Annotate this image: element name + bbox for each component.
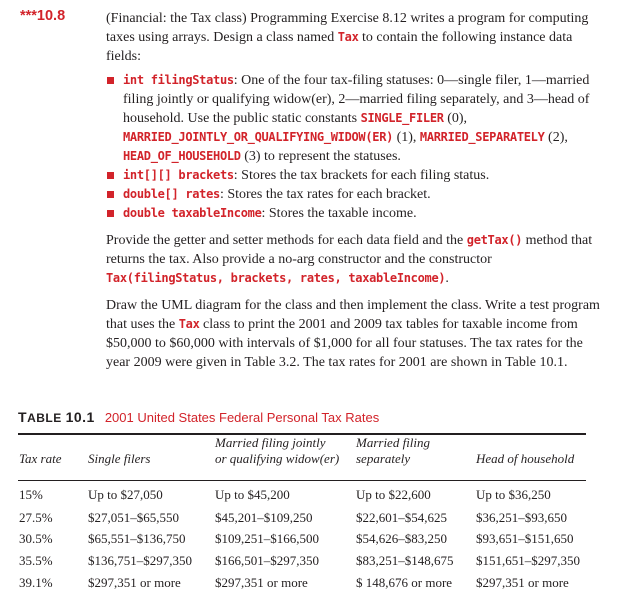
header-joint: Married filing jointly or qualifying widow(er) xyxy=(215,435,340,466)
bullet-icon xyxy=(107,210,114,217)
bullet-icon xyxy=(107,77,114,84)
list-item: double[] rates: Stores the tax rates for each bracket. xyxy=(106,185,600,204)
tax-rate-table xyxy=(18,409,586,590)
table-cell: $151,651–$297,350 xyxy=(476,553,580,568)
header-separate: Married filing separately xyxy=(356,435,431,466)
table-cell: $93,651–$151,650 xyxy=(476,531,574,546)
table-cell: Up to $45,200 xyxy=(215,487,290,502)
list-item: int[][] brackets: Stores the tax brackets for each filing status. xyxy=(106,166,600,185)
table-cell: $136,751–$297,350 xyxy=(88,553,192,568)
list-item: double taxableIncome: Stores the taxable income. xyxy=(106,204,600,223)
table-cell-rate: 35.5% xyxy=(19,553,53,568)
table-caption xyxy=(18,409,586,425)
list-item: int filingStatus: One of the four tax-filing statuses: 0—single filer, 1—married filing jointly or qualifying widow(er), 2—married filing separately, and 3—head of household. Use the public static constants SINGLE_FILER (0), MARRIED_JOINTLY_OR_QUALIFYING_WIDOW(ER) (1), MARRIED_SEPARATELY (2), HEAD_OF_HOUSEHOLD (3) to represent the statuses. xyxy=(106,71,600,166)
paragraph-uml: Draw the UML diagram for the class and then implement the class. Write a test program that uses the Tax class to print the 2001 and 2009 tax tables for taxable income from $50,000 to $60,000 with intervals of $1,000 for all four statuses. The tax rates for the year 2009 were given in Table 3.2. The tax rates for 2001 are shown in Table 10.1. xyxy=(106,298,600,370)
field-list xyxy=(106,71,600,223)
exercise-text xyxy=(106,9,600,372)
table-cell-rate: 27.5% xyxy=(19,510,53,525)
table-cell: $166,501–$297,350 xyxy=(215,553,319,568)
table-cell: $297,351 or more xyxy=(476,575,569,590)
exercise-number: ***10.8 xyxy=(20,8,66,24)
header-head: Head of household xyxy=(476,451,575,466)
table-cell: $ 148,676 or more xyxy=(356,575,453,590)
table-cell: Up to $36,250 xyxy=(476,487,551,502)
table-cell: Up to $22,600 xyxy=(356,487,431,502)
exercise-intro: (Financial: the Tax class) Programming Exercise 8.12 writes a program for computing taxes using arrays. Design a class named Tax to contain the following instance data fields: xyxy=(106,11,589,64)
table-cell: $109,251–$166,500 xyxy=(215,531,319,546)
exercise-title: (Financial: the Tax class) xyxy=(106,11,247,26)
table-cell: $65,551–$136,750 xyxy=(88,531,186,546)
bullet-icon xyxy=(107,172,114,179)
table-cell: $297,351 or more xyxy=(88,575,181,590)
table-cell-rate: 39.1% xyxy=(19,575,53,590)
bullet-icon xyxy=(107,191,114,198)
header-tax-rate: Tax rate xyxy=(19,451,62,466)
table-label: TABLE 10.1 xyxy=(18,409,95,425)
table-cell: $22,601–$54,625 xyxy=(356,510,447,525)
table-cell: $83,251–$148,675 xyxy=(356,553,454,568)
table-header-rule xyxy=(18,480,586,481)
header-single: Single filers xyxy=(88,451,151,466)
table-cell: $45,201–$109,250 xyxy=(215,510,313,525)
table-cell: $36,251–$93,650 xyxy=(476,510,567,525)
class-name-code: Tax xyxy=(337,30,359,44)
table-title: 2001 United States Federal Personal Tax Rates xyxy=(104,410,380,425)
table-cell: $297,351 or more xyxy=(215,575,308,590)
table-cell: $54,626–$83,250 xyxy=(356,531,447,546)
table-cell: Up to $27,050 xyxy=(88,487,163,502)
table-cell-rate: 15% xyxy=(19,487,43,502)
table-cell: $27,051–$65,550 xyxy=(88,510,179,525)
table-cell-rate: 30.5% xyxy=(19,531,53,546)
paragraph-methods: Provide the getter and setter methods for each data field and the getTax() method that returns the tax. Also provide a no-arg constructor and the constructor Tax(filingStatus, brackets, rates, taxableIncome). xyxy=(106,233,593,286)
